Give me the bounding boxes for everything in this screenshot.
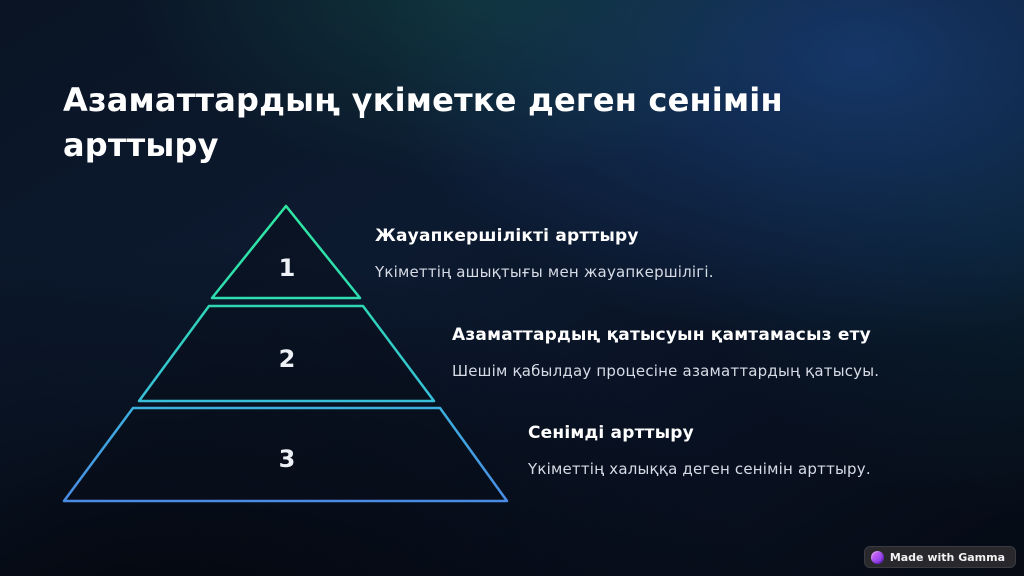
slide-title: Азаматтардың үкіметке деген сенімін арттыру [63,81,783,165]
level-1-heading: Жауапкершілікті арттыру [375,226,639,246]
pyramid-tier-1 [212,206,360,298]
level-3-heading: Сенімді арттыру [528,423,694,443]
tier-1-number: 1 [278,254,296,282]
level-3-description: Үкіметтің халыққа деген сенімін арттыру. [528,460,871,478]
badge-label: Made with Gamma [889,550,1005,564]
level-3-text-block [528,423,1024,478]
level-2-heading: Азаматтардың қатысуын қамтамасыз ету [452,325,871,345]
tier-2-number: 2 [278,345,296,373]
level-2-description: Шешім қабылдау процесіне азаматтардың қатысуы. [452,362,880,380]
tier-3-number: 3 [278,445,296,473]
made-with-gamma-badge[interactable] [864,546,1016,568]
level-1-text-block [375,226,895,281]
level-1-description: Үкіметтің ашықтығы мен жауапкершілігі. [375,263,714,281]
level-2-text-block [452,325,972,380]
gamma-logo-icon [871,551,884,564]
